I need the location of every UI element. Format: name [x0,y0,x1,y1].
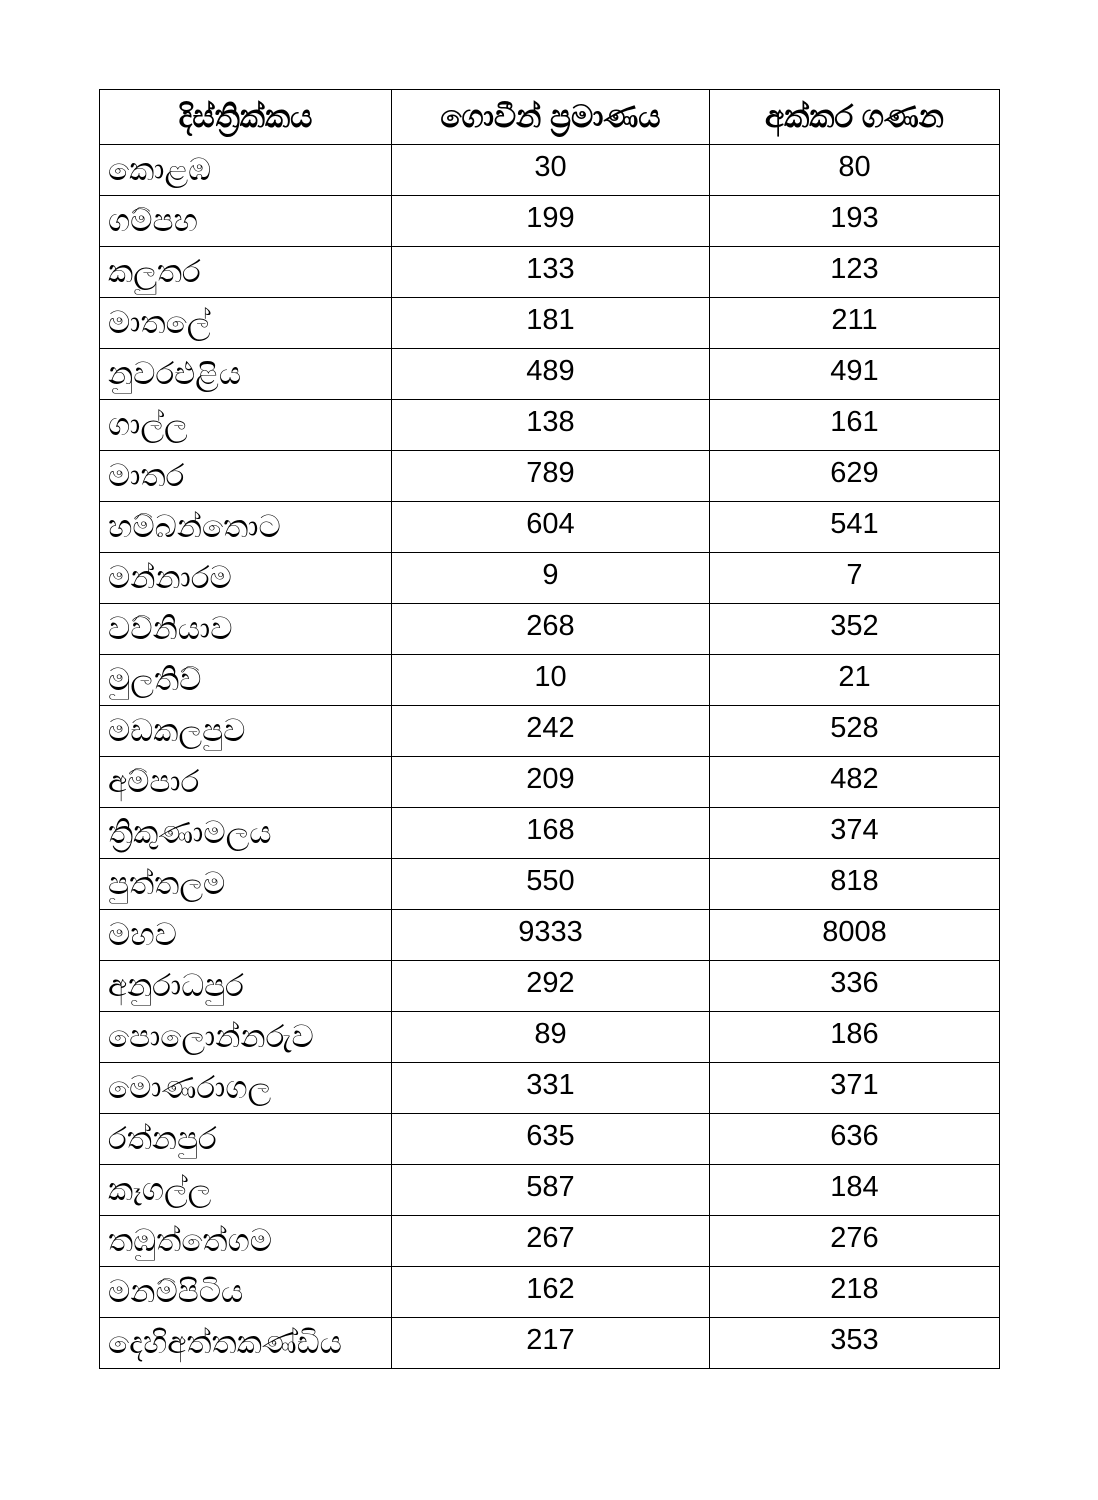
acre-count-cell: 276 [710,1216,1000,1267]
farmer-count-cell: 89 [392,1012,710,1063]
table-row [100,1063,1000,1114]
farmer-count-cell: 10 [392,655,710,706]
table-header-row [100,90,1000,145]
acre-count-cell: 818 [710,859,1000,910]
acre-count-cell: 8008 [710,910,1000,961]
table-row [100,961,1000,1012]
district-name-cell: ගම්පහ [100,196,392,247]
acre-count-cell: 80 [710,145,1000,196]
district-name-cell: වව්නියාව [100,604,392,655]
header-acre-count: අක්කර ගණන [710,90,1000,145]
table-row [100,1216,1000,1267]
acre-count-cell: 374 [710,808,1000,859]
farmer-count-cell: 217 [392,1318,710,1369]
district-name-cell: දෙහිඅත්තකණ්ඩිය [100,1318,392,1369]
table-row [100,298,1000,349]
district-name-cell: පුත්තලම [100,859,392,910]
table-row [100,757,1000,808]
farmer-count-cell: 133 [392,247,710,298]
farmer-count-cell: 30 [392,145,710,196]
table-row [100,502,1000,553]
acre-count-cell: 186 [710,1012,1000,1063]
acre-count-cell: 211 [710,298,1000,349]
farmer-count-cell: 138 [392,400,710,451]
district-data-table [99,89,1000,1369]
table-row [100,808,1000,859]
table-body [100,145,1000,1369]
farmer-count-cell: 242 [392,706,710,757]
farmer-count-cell: 267 [392,1216,710,1267]
table-row [100,451,1000,502]
district-name-cell: මන්නාරම [100,553,392,604]
table-row [100,400,1000,451]
table-row [100,553,1000,604]
table-row [100,706,1000,757]
acre-count-cell: 21 [710,655,1000,706]
acre-count-cell: 353 [710,1318,1000,1369]
district-name-cell: හම්බන්තොට [100,502,392,553]
table-row [100,1012,1000,1063]
district-name-cell: ගාල්ල [100,400,392,451]
district-name-cell: මනම්පිටිය [100,1267,392,1318]
table-row [100,604,1000,655]
table-row [100,145,1000,196]
table-row [100,1114,1000,1165]
district-name-cell: අම්පාර [100,757,392,808]
table-row [100,910,1000,961]
farmer-count-cell: 635 [392,1114,710,1165]
acre-count-cell: 636 [710,1114,1000,1165]
farmer-count-cell: 550 [392,859,710,910]
farmer-count-cell: 162 [392,1267,710,1318]
acre-count-cell: 482 [710,757,1000,808]
district-name-cell: මාතලේ [100,298,392,349]
acre-count-cell: 184 [710,1165,1000,1216]
district-name-cell: මහව [100,910,392,961]
acre-count-cell: 629 [710,451,1000,502]
acre-count-cell: 218 [710,1267,1000,1318]
district-name-cell: කලුතර [100,247,392,298]
acre-count-cell: 541 [710,502,1000,553]
table-row [100,349,1000,400]
table-row [100,859,1000,910]
farmer-count-cell: 9 [392,553,710,604]
farmer-count-cell: 604 [392,502,710,553]
district-name-cell: පොලොන්නරුව [100,1012,392,1063]
district-name-cell: කොළඹ [100,145,392,196]
header-farmer-count: ගොවීන් ප්‍රමාණය [392,90,710,145]
farmer-count-cell: 489 [392,349,710,400]
farmer-count-cell: 331 [392,1063,710,1114]
table-row [100,247,1000,298]
farmer-count-cell: 268 [392,604,710,655]
table-row [100,1318,1000,1369]
table-row [100,1165,1000,1216]
table-row [100,1267,1000,1318]
acre-count-cell: 161 [710,400,1000,451]
farmer-count-cell: 168 [392,808,710,859]
table-row [100,196,1000,247]
acre-count-cell: 7 [710,553,1000,604]
table-row [100,655,1000,706]
district-name-cell: මාතර [100,451,392,502]
district-name-cell: මුලතිව් [100,655,392,706]
acre-count-cell: 371 [710,1063,1000,1114]
district-name-cell: නුවරඑළිය [100,349,392,400]
farmer-count-cell: 789 [392,451,710,502]
district-name-cell: මොණරාගල [100,1063,392,1114]
district-name-cell: කෑගල්ල [100,1165,392,1216]
acre-count-cell: 193 [710,196,1000,247]
farmer-count-cell: 209 [392,757,710,808]
acre-count-cell: 336 [710,961,1000,1012]
farmer-count-cell: 181 [392,298,710,349]
farmer-count-cell: 9333 [392,910,710,961]
header-district: දිස්ත්‍රික්කය [100,90,392,145]
acre-count-cell: 123 [710,247,1000,298]
district-name-cell: තඹුත්තේගම [100,1216,392,1267]
district-name-cell: මඩකලපුව [100,706,392,757]
district-name-cell: අනුරාධපුර [100,961,392,1012]
district-name-cell: රත්නපුර [100,1114,392,1165]
acre-count-cell: 491 [710,349,1000,400]
farmer-count-cell: 199 [392,196,710,247]
farmer-count-cell: 587 [392,1165,710,1216]
acre-count-cell: 352 [710,604,1000,655]
district-name-cell: ත්‍රිකුණාමලය [100,808,392,859]
farmer-count-cell: 292 [392,961,710,1012]
acre-count-cell: 528 [710,706,1000,757]
